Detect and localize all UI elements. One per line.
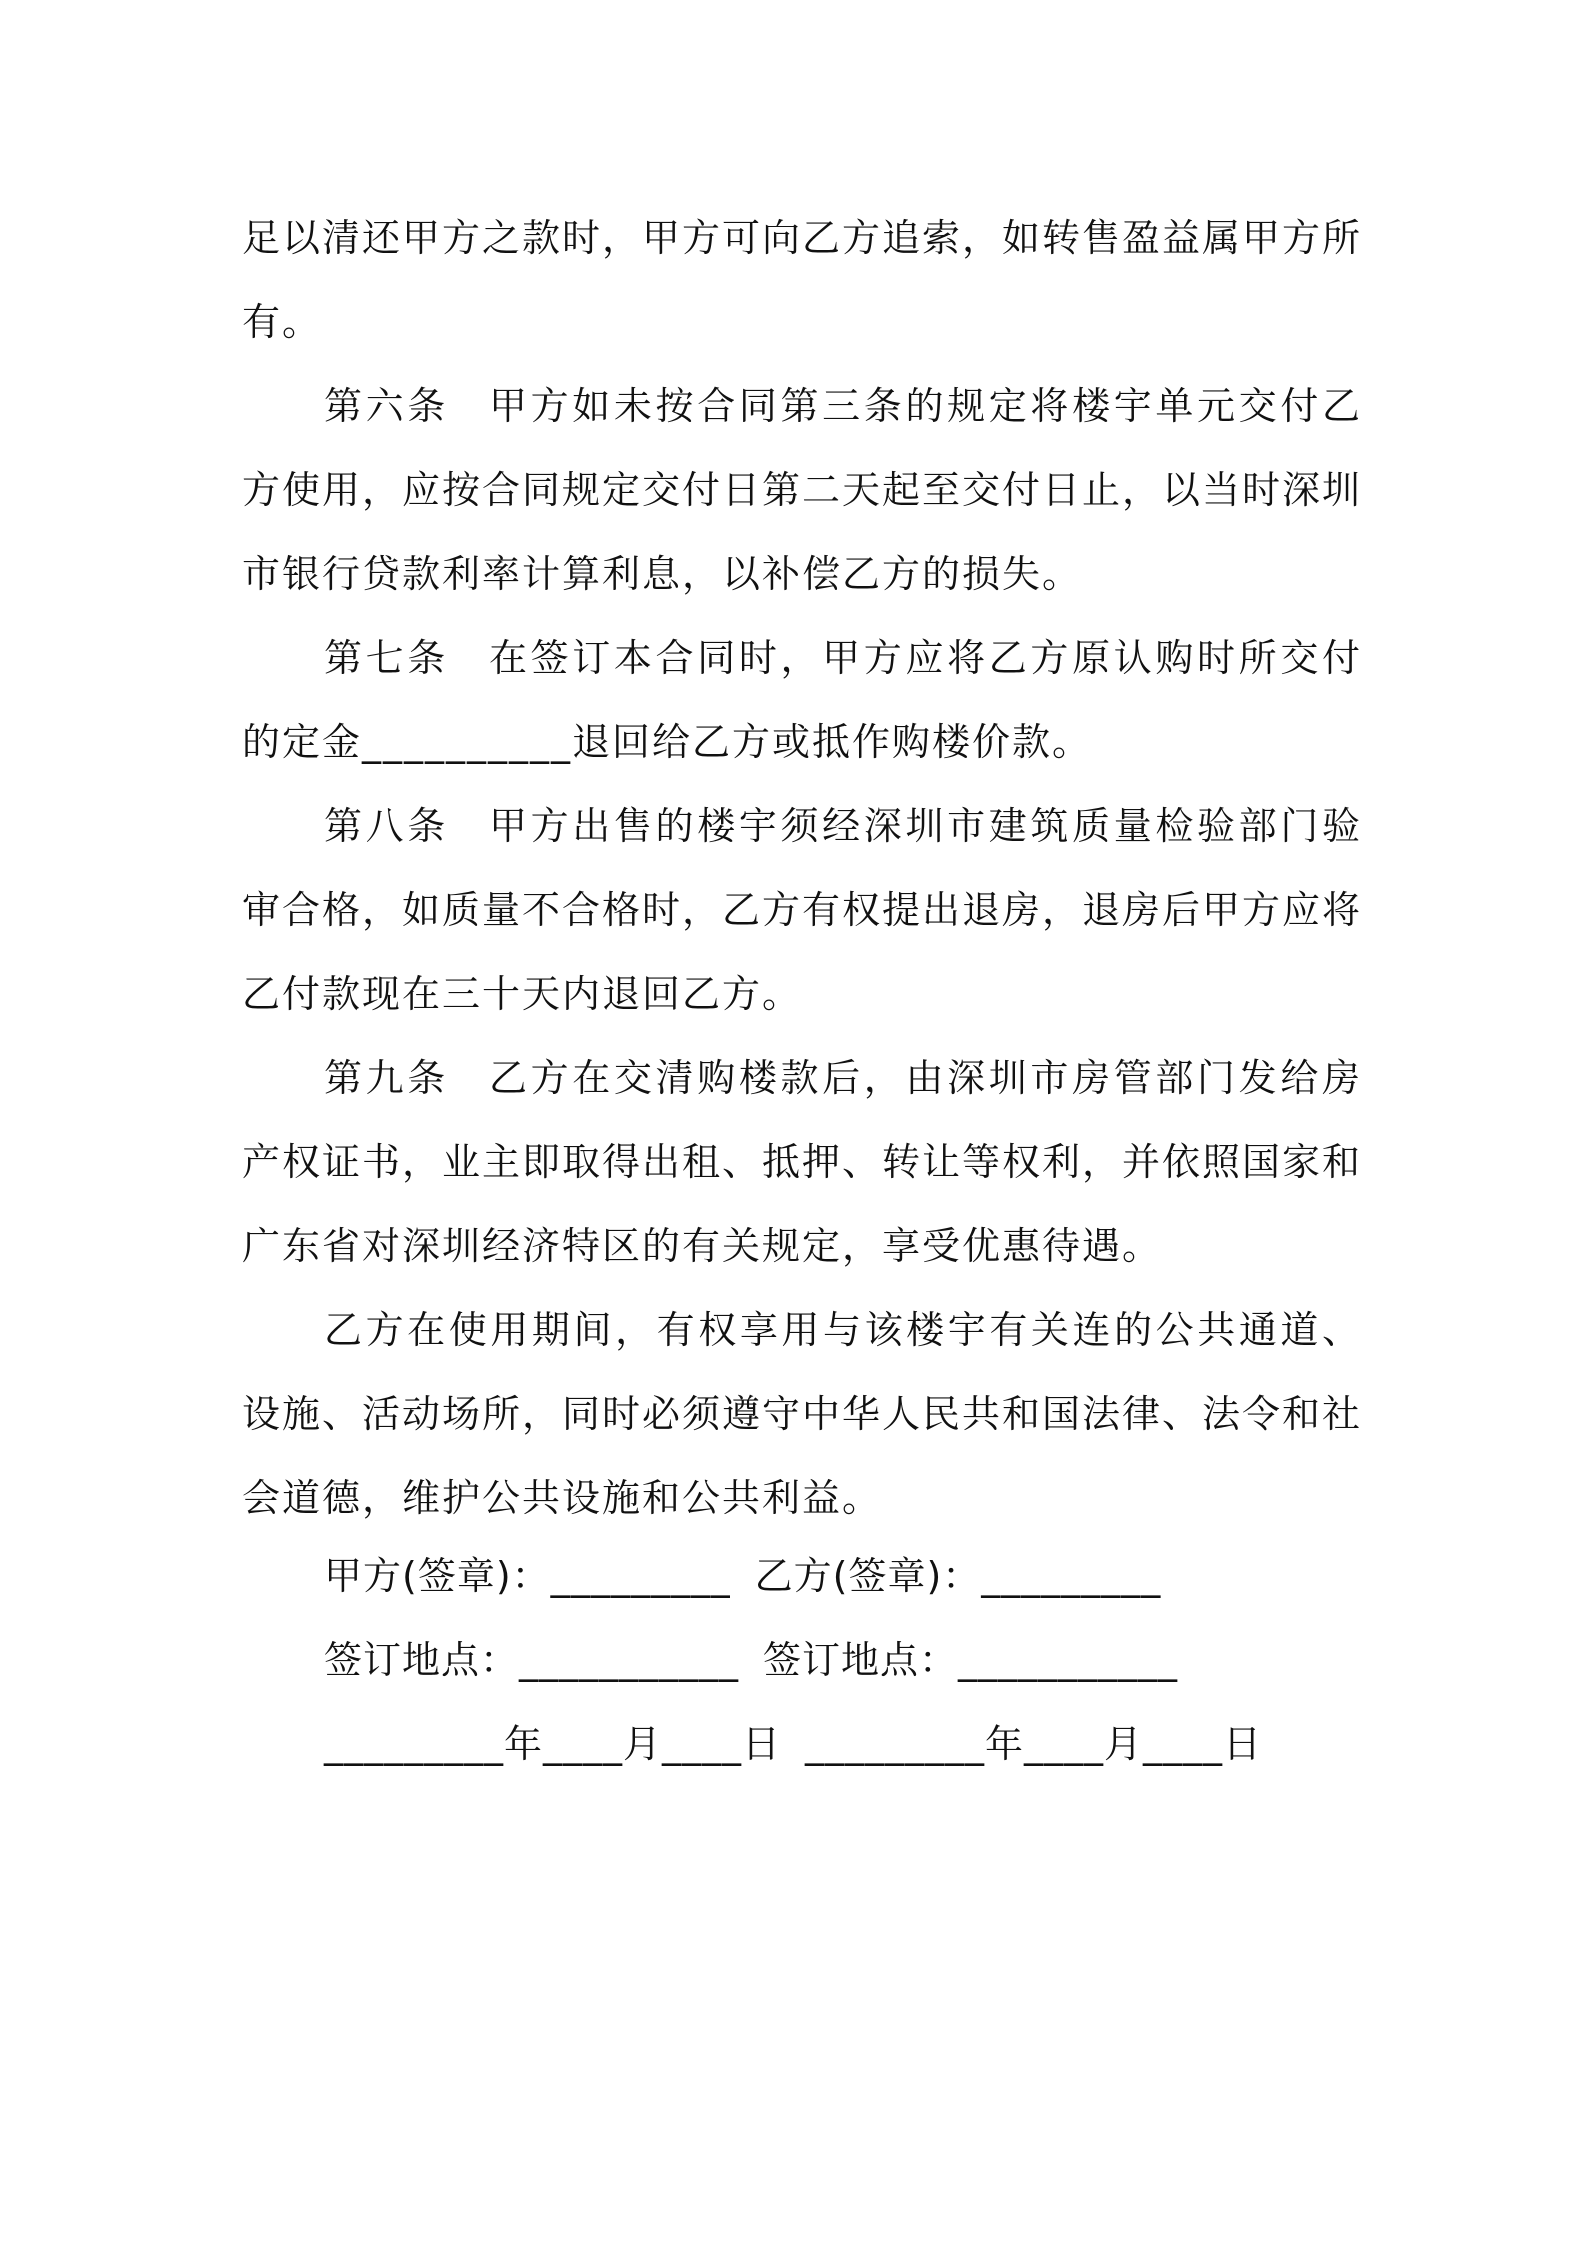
article-7	[242, 616, 1362, 784]
paragraph-continuation	[242, 196, 1362, 364]
article-text: 甲方如未按合同第三条的规定将楼宇单元交付乙方使用，应按合同规定交付日第二天起至交付日止，以当时深圳市银行贷款利率计算利息，以补偿乙方的损失。	[242, 384, 1363, 596]
party-b-signing-date: _________年____月____日	[805, 1722, 1263, 1766]
article-number: 第六条	[324, 384, 449, 428]
article-number: 第七条	[324, 636, 449, 680]
article-9	[242, 1036, 1362, 1288]
party-a-signing-place: 签订地点：___________	[324, 1638, 740, 1682]
article-number: 第九条	[324, 1056, 449, 1100]
signature-block	[324, 1534, 1364, 1786]
article-text: 乙方在交清购楼款后，由深圳市房管部门发给房产权证书，业主即取得出租、抵押、转让等权利，并依照国家和广东省对深圳经济特区的有关规定，享受优惠待遇。	[242, 1056, 1363, 1268]
paragraph-text: 乙方在使用期间，有权享用与该楼宇有关连的公共通道、设施、活动场所，同时必须遵守中华人民共和国法律、法令和社会道德，维护公共设施和公共利益。	[242, 1308, 1363, 1520]
paragraph-text: 足以清还甲方之款时，甲方可向乙方追索，如转售盈益属甲方所有。	[242, 216, 1363, 344]
article-6	[242, 364, 1362, 616]
paragraph-usage-rights	[242, 1288, 1362, 1540]
party-b-signature: 乙方(签章)：_________	[754, 1554, 1162, 1598]
contract-body	[242, 196, 1362, 1540]
party-b-signing-place: 签订地点：___________	[763, 1638, 1179, 1682]
article-number: 第八条	[324, 804, 449, 848]
signing-place-row	[324, 1618, 1364, 1702]
signature-row	[324, 1534, 1364, 1618]
party-a-signature: 甲方(签章)：_________	[324, 1554, 731, 1598]
party-a-signing-date: _________年____月____日	[324, 1722, 782, 1766]
article-8	[242, 784, 1362, 1036]
article-text: 甲方出售的楼宇须经深圳市建筑质量检验部门验审合格，如质量不合格时，乙方有权提出退房，退房后甲方应将乙付款现在三十天内退回乙方。	[242, 804, 1363, 1016]
signing-date-row	[324, 1702, 1364, 1786]
article-text: 在签订本合同时，甲方应将乙方原认购时所交付的定金__________退回给乙方或抵作购楼价款。	[242, 636, 1362, 764]
